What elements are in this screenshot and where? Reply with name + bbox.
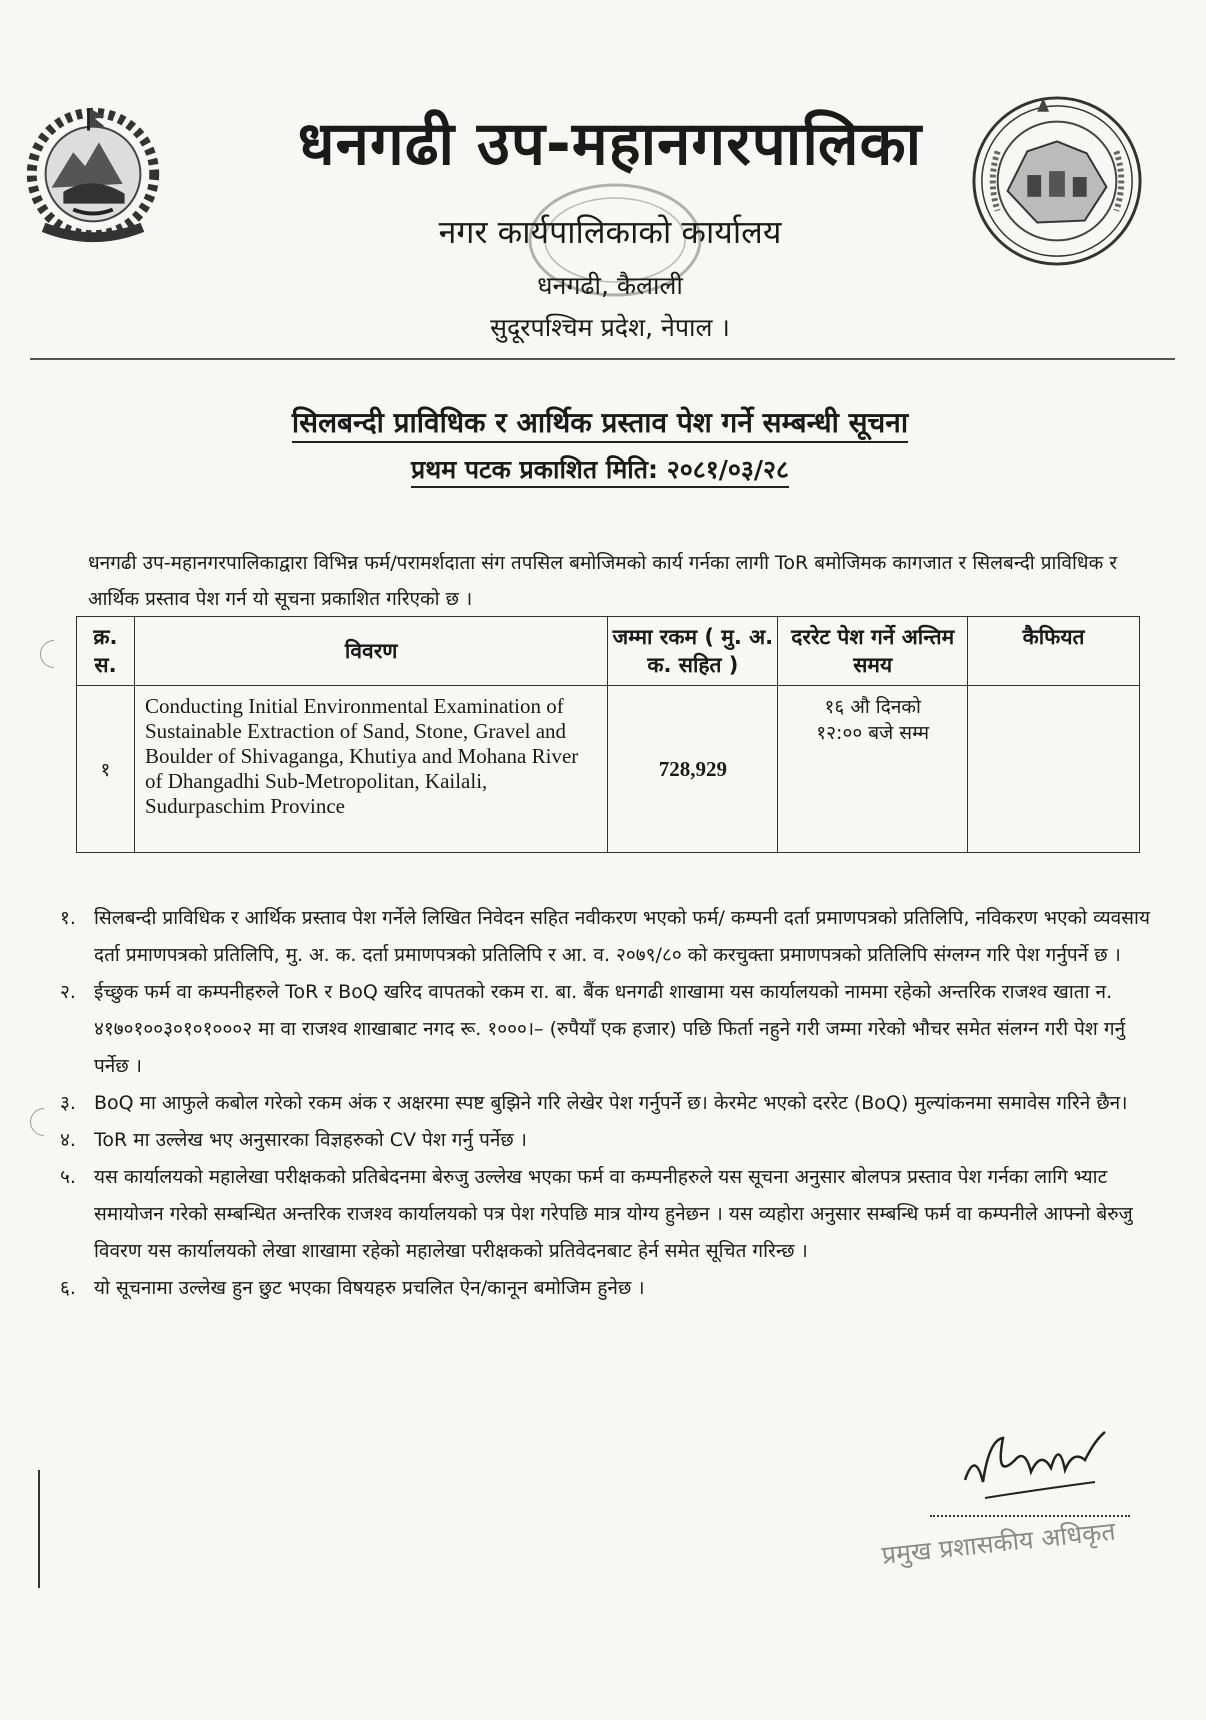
list-item-number: १. (60, 907, 76, 929)
list-item (60, 1085, 1160, 1122)
office-province: सुदूरपश्चिम प्रदेश, नेपाल । (490, 313, 730, 342)
table-header-row (77, 617, 1140, 686)
list-item-text: यो सूचनामा उल्लेख हुन छुट भएका विषयहरु प्रचलित ऐन/कानून बमोजिम हुनेछ । (94, 1277, 645, 1299)
col-header-description: विवरण (134, 617, 608, 686)
row-amount: 728,929 (608, 686, 778, 853)
header-divider (30, 358, 1175, 360)
notice-title (150, 403, 1050, 441)
list-item-number: २. (60, 981, 76, 1003)
notice-title-text: सिलबन्दी प्राविधिक र आर्थिक प्रस्ताव पेश गर्ने सम्बन्धी सूचना (292, 406, 908, 443)
list-item-number: ६. (60, 1277, 76, 1299)
row-description: Conducting Initial Environmental Examination of Sustainable Extraction of Sand, Stone, Gravel and Boulder of Shivaganga, Khutiya and Mohana River of Dhangadhi Sub-Metropolitan, Kailali, Sudurpaschim Province (134, 686, 608, 853)
notice-date (150, 452, 1050, 486)
row-deadline (778, 686, 968, 853)
tender-table (76, 616, 1140, 853)
margin-mark (38, 1470, 40, 1588)
intro-paragraph: धनगढी उप-महानगरपालिकाद्वारा विभिन्न फर्म/परामर्शदाता संग तपसिल बमोजिमको कार्य गर्नका लागी ToR बमोजिमक कागजात र सिलबन्दी प्राविधिक र आर्थिक प्रस्ताव पेश गर्न यो सूचना प्रकाशित गरिएको छ । (88, 552, 1117, 610)
list-item-number: ४. (60, 1129, 76, 1151)
row-deadline-line1: १६ औ दिनको (824, 696, 921, 718)
notice-date-text: प्रथम पटक प्रकाशित मिति: २०८१/०३/२८ (411, 455, 789, 488)
row-sn: १ (77, 686, 135, 853)
office-location: धनगढी, कैलाली (537, 271, 683, 300)
list-item-text: सिलबन्दी प्राविधिक र आर्थिक प्रस्ताव पेश गर्नेले लिखित निवेदन सहित नवीकरण भएको फर्म/ कम्पनी दर्ता प्रमाणपत्रको प्रतिलिपि, नविकरण भएको व्यवसाय दर्ता प्रमाणपत्रको प्रतिलिपि, मु. अ. क. दर्ता प्रमाणपत्रको प्रतिलिपि र आ. व. २०७९/८० को करचुक्ता प्रमाणपत्रको प्रतिलिपि संग्लग्न गरि पेश गर्नुपर्ने छ । (94, 907, 1150, 966)
table-row (77, 686, 1140, 853)
list-item-text: BoQ मा आफुले कबोल गरेको रकम अंक र अक्षरमा स्पष्ट बुझिने गरि लेखेर पेश गर्नुपर्ने छ। केरमेट भएको दररेट (BoQ) मुल्यांकनमा समावेस गरिने छैन। (94, 1092, 1128, 1114)
col-header-amount: जम्मा रकम ( मु. अ. क. सहित ) (608, 617, 778, 686)
list-item (60, 1122, 1160, 1159)
nepal-emblem-icon (14, 92, 172, 252)
list-item (60, 1270, 1160, 1307)
municipality-seal-icon (968, 92, 1146, 270)
row-remarks (968, 686, 1140, 853)
list-item-text: ईच्छुक फर्म वा कम्पनीहरुले ToR र BoQ खरिद वापतको रकम रा. बा. बैंक धनगढी शाखामा यस कार्यालयको नाममा रहेको अन्तरिक राजश्व खाता न. ४१७०१००३०१०१०००२ मा वा राजश्व शाखाबाट नगद रू. १०००।– (रुपैयाँ एक हजार) पछि फिर्ता नहुने गरी जम्मा गरेको भौचर समेत संलग्न गरी पेश गर्नु पर्नेछ । (94, 981, 1126, 1077)
punch-hole-mark (24, 1102, 64, 1142)
punch-hole-mark (34, 634, 74, 674)
office-subtitle: नगर कार्यपालिकाको कार्यालय (438, 213, 782, 251)
list-item-number: ५. (60, 1166, 76, 1188)
row-deadline-line2: १२:०० बजे सम्म (816, 722, 930, 744)
office-name: धनगढी उप-महानगरपालिका (297, 109, 923, 179)
conditions-list (60, 900, 1160, 1307)
list-item (60, 1159, 1160, 1270)
col-header-deadline: दररेट पेश गर्ने अन्तिम समय (778, 617, 968, 686)
list-item (60, 900, 1160, 974)
col-header-sn: क्र. स. (77, 617, 135, 686)
handwritten-signature-icon (955, 1420, 1115, 1510)
col-header-remarks: कैफियत (968, 617, 1140, 686)
list-item-text: यस कार्यालयको महालेखा परीक्षकको प्रतिबेदनमा बेरुजु उल्लेख भएका फर्म वा कम्पनीहरुले यस सूचना अनुसार बोलपत्र प्रस्ताव पेश गर्नका लागि भ्याट समायोजन गरेको सम्बन्धित अन्तरिक राजश्व कार्यालयको पत्र पेश गरेपछि मात्र योग्य हुनेछन । यस व्यहोरा अनुसार सम्बन्धि फर्म वा कम्पनीले आफ्नो बेरुजु विवरण यस कार्यालयको लेखा शाखामा रहेको महालेखा परीक्षकको प्रतिवेदनबाट हेर्न समेत सूचित गरिन्छ । (94, 1166, 1133, 1262)
list-item-number: ३. (60, 1092, 76, 1114)
signatory-designation: प्रमुख प्रशासकीय अधिकृत (880, 1516, 1117, 1570)
list-item (60, 974, 1160, 1085)
list-item-text: ToR मा उल्लेख भए अनुसारका विज्ञहरुको CV पेश गर्नु पर्नेछ । (94, 1129, 527, 1151)
